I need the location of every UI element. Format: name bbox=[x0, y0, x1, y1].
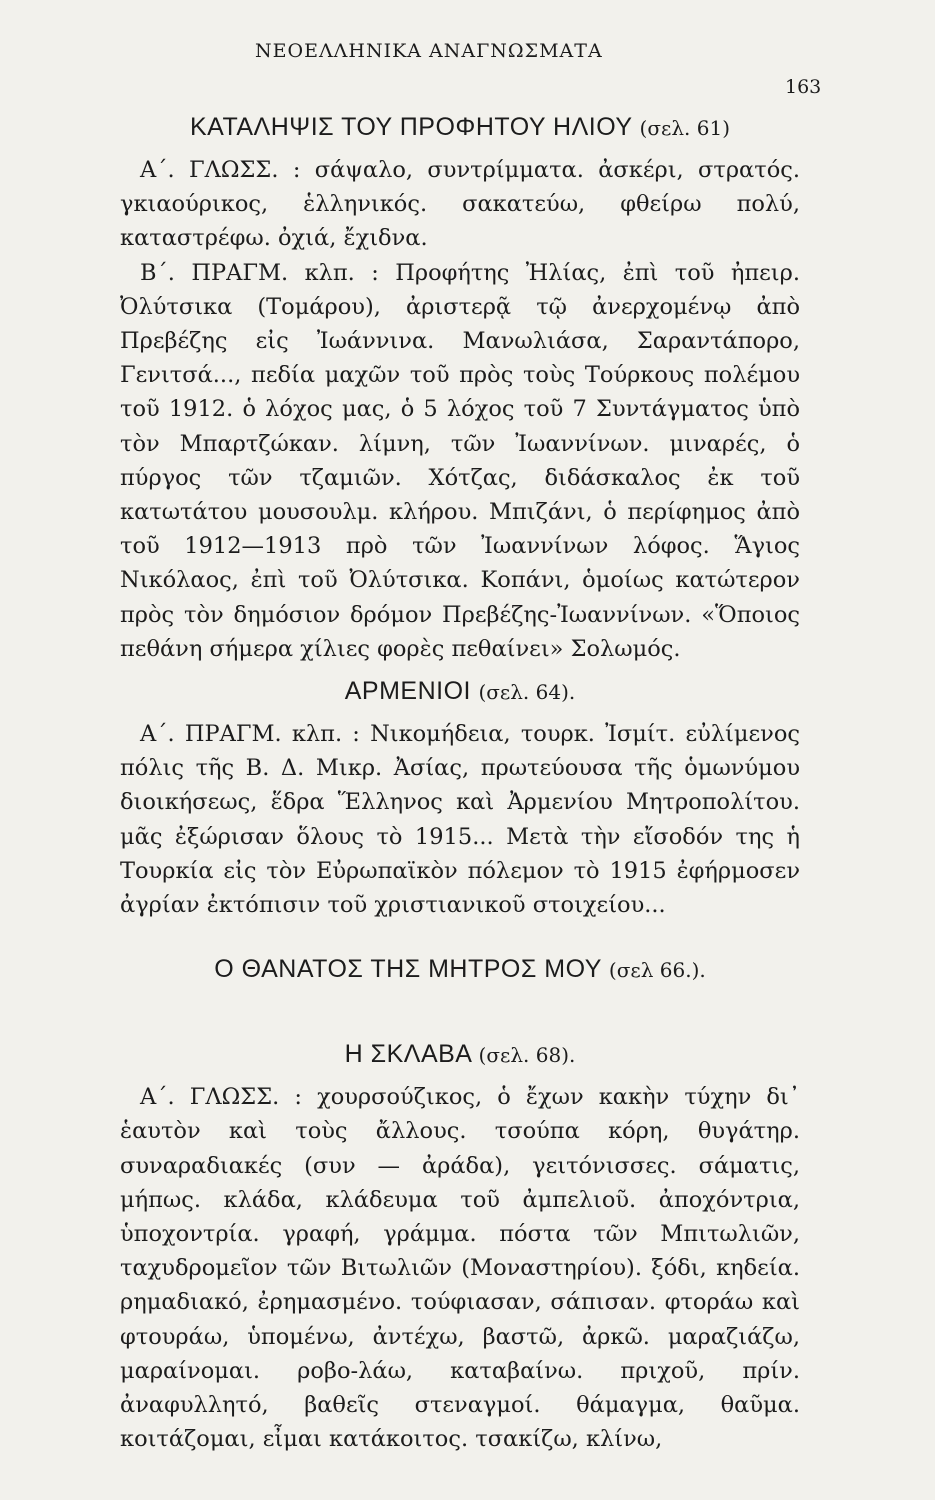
spacer bbox=[120, 922, 800, 944]
section-heading bbox=[120, 102, 800, 153]
section-heading bbox=[120, 666, 800, 717]
section-title: ΚΑΤΑΛΗΨΙΣ ΤΟΥ ΠΡΟΦΗΤΟΥ ΗΛΙΟΥ bbox=[189, 113, 633, 141]
page-number: 163 bbox=[785, 76, 822, 98]
notes-paragraph: Β΄. ΠΡΑΓΜ. κλπ. : Προφήτης Ἠλίας, ἐπὶ τοῦ ἠπειρ. Ὀλύτσικα (Τομάρου), ἀριστερᾷ τῷ ἀνερχομένῳ ἀπὸ Πρεβέζης εἰς Ἰωάννινα. Μανωλιάσα, Σαραντάπορο, Γενιτσά..., πεδία μαχῶν τοῦ πρὸς τοὺς Τούρκους πολέμου τοῦ 1912. ὁ λόχος μας, ὁ 5 λόχος τοῦ 7 Συντάγματος ὑπὸ τὸν Μπαρτζώκαν. λίμνη, τῶν Ἰωαννίνων. μιναρές, ὁ πύργος τῶν τζαμιῶν. Χότζας, διδάσκαλος ἐκ τοῦ κατωτάτου μουσουλμ. κλήρου. Μπιζάνι, ὁ περίφημος ἀπὸ τοῦ 1912—1913 πρὸ τῶν Ἰωαννίνων λόφος. Ἅγιος Νικόλαος, ἐπὶ τοῦ Ὀλύτσικα. Κοπάνι, ὁμοίως κατώτερον πρὸς τὸν δημόσιον δρόμον Πρεβέζης-Ἰωαννίνων. «Ὅποιος πεθάνη σήμερα χίλιες φορὲς πεθαίνει» Σολωμός. bbox=[120, 259, 800, 662]
notes-paragraph: Α΄. ΠΡΑΓΜ. κλπ. : Νικομήδεια, τουρκ. Ἰσμίτ. εὐλίμενος πόλις τῆς Β. Δ. Μικρ. Ἀσίας, πρωτεύουσα τῆς ὁμωνύμου διοικήσεως, ἕδρα Ἕλληνος καὶ Ἀρμενίου Μητροπολίτου. μᾶς ἐξώρισαν ὅλους τὸ 1915... Μετὰ τὴν εἴσοδόν της ἡ Τουρκία εἰς τὸν Εὐρωπαϊκὸν πόλεμον τὸ 1915 ἐφήρμοσεν ἀγρίαν ἐκτόπισιν τοῦ χριστιανικοῦ στοιχείου... bbox=[120, 721, 800, 919]
page-reference: (σελ. 61) bbox=[639, 116, 731, 140]
glossary-paragraph: Α΄. ΓΛΩΣΣ. : σάψαλο, συντρίμματα. ἀσκέρι, στρατός. γκιαούρικος, ἑλληνικός. σακατεύω, φθείρω πολύ, καταστρέφω. ὀχιά, ἔχιδνα. bbox=[120, 157, 800, 252]
page-reference: (σελ. 64). bbox=[478, 680, 576, 705]
section-heading bbox=[120, 944, 800, 995]
page-reference: (σελ. 68). bbox=[478, 1043, 576, 1068]
running-head: ΝΕΟΕΛΛΗΝΙΚΑ ΑΝΑΓΝΩΣΜΑΤΑ bbox=[255, 40, 603, 62]
section-heading bbox=[120, 1029, 800, 1080]
section-title: Ο ΘΑΝΑΤΟΣ ΤΗΣ ΜΗΤΡΟΣ ΜΟΥ bbox=[214, 955, 602, 984]
spacer bbox=[120, 995, 800, 1029]
page-body bbox=[120, 102, 800, 1457]
section-title: ΑΡΜΕΝΙΟΙ bbox=[344, 677, 471, 706]
page-reference: (σελ 66.). bbox=[608, 958, 706, 983]
glossary-paragraph: Α΄. ΓΛΩΣΣ. : χουρσούζικος, ὁ ἔχων κακὴν τύχην δι᾽ ἑαυτὸν καὶ τοὺς ἄλλους. τσούπα κόρη, θυγάτηρ. συναραδιακές (συν — ἀράδα), γειτόνισσες. σάματις, μήπως. κλάδα, κλάδευμα τοῦ ἀμπελιοῦ. ἀποχόντρια, ὑποχοντρία. γραφή, γράμμα. πόστα τῶν Μπιτωλιῶν, ταχυδρομεῖον τῶν Βιτωλιῶν (Μοναστηρίου). ξόδι, κηδεία. ρημαδιακό, ἐρημασμένο. τούφιασαν, σάπισαν. φτοράω καὶ φτουράω, ὑπομένω, ἀντέχω, βαστῶ, ἀρκῶ. μαραζιάζω, μαραίνομαι. ροβο-λάω, καταβαίνω. πριχοῦ, πρίν. ἀναφυλλητό, βαθεῖς στεναγμοί. θάμαγμα, θαῦμα. κοιτάζομαι, εἶμαι κατάκοιτος. τσακίζω, κλίνω, bbox=[120, 1084, 800, 1453]
section-title: Η ΣΚΛΑΒΑ bbox=[344, 1040, 472, 1069]
